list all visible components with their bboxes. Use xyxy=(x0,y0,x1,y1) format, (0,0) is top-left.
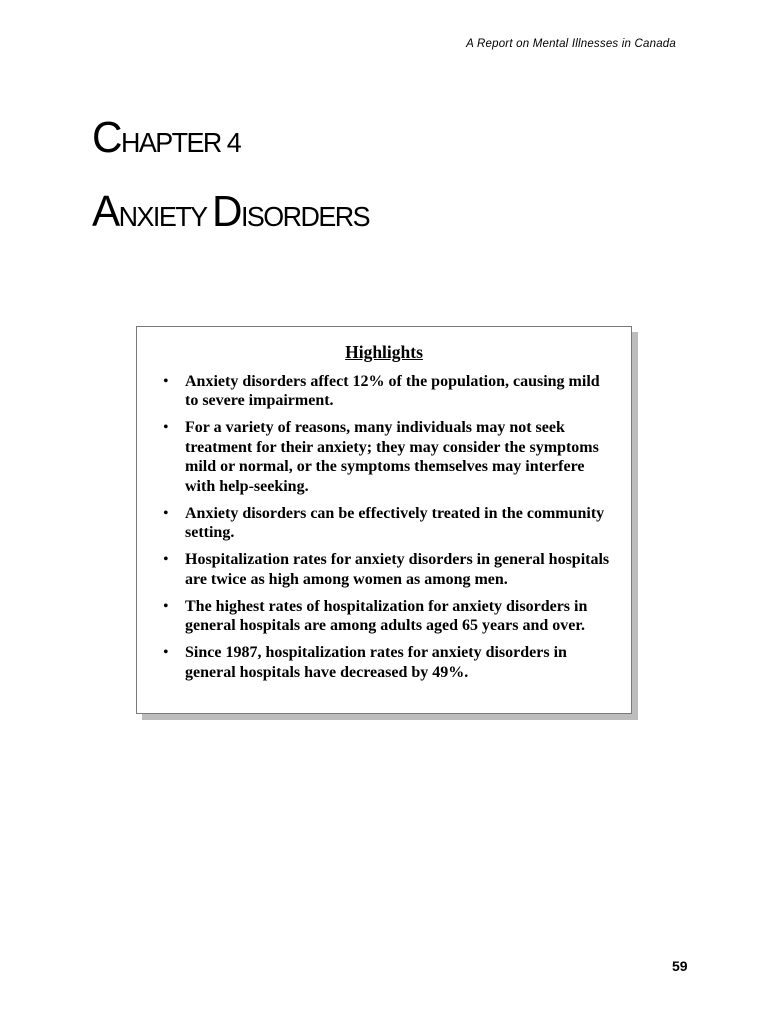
highlight-item xyxy=(163,372,611,411)
highlight-item xyxy=(163,550,611,589)
highlight-text: Since 1987, hospitalization rates for anxiety disorders in general hospitals have decreased by 49%. xyxy=(185,644,567,681)
highlight-item xyxy=(163,597,611,636)
highlights-title: Highlights xyxy=(345,342,423,362)
chapter-title-rest-1: NXIETY xyxy=(118,201,212,232)
chapter-number-rest: HAPTER 4 xyxy=(120,127,241,158)
highlight-text: Hospitalization rates for anxiety disorders in general hospitals are twice as high among women as among men. xyxy=(185,551,610,588)
bullet-icon: • xyxy=(163,551,169,568)
highlight-item xyxy=(163,504,611,543)
bullet-icon: • xyxy=(163,504,169,522)
bullet-icon: • xyxy=(163,597,169,615)
highlight-item xyxy=(163,418,611,496)
highlight-text: The highest rates of hospitalization for anxiety disorders in general hospitals are among adults aged 65 years and over. xyxy=(185,597,588,634)
running-header: A Report on Mental Illnesses in Canada xyxy=(466,38,676,50)
highlights-list xyxy=(137,372,631,683)
chapter-title-initial-1: A xyxy=(92,187,119,236)
page-number: 59 xyxy=(672,958,688,974)
highlight-item xyxy=(163,643,611,682)
chapter-title-rest-2: ISORDERS xyxy=(240,201,370,232)
bullet-icon: • xyxy=(163,372,169,390)
highlights-box xyxy=(136,326,632,714)
chapter-title-heading xyxy=(92,187,370,236)
chapter-number-initial: C xyxy=(92,113,121,162)
highlight-text: For a variety of reasons, many individuals may not seek treatment for their anxiety; they may consider the symptoms mild or normal, or the symptoms themselves may interfere with help-seeking. xyxy=(185,419,599,495)
bullet-icon: • xyxy=(163,419,169,436)
bullet-icon: • xyxy=(163,644,169,661)
chapter-number-heading xyxy=(92,113,241,162)
chapter-title-initial-2: D xyxy=(211,187,241,236)
highlight-text: Anxiety disorders can be effectively treated in the community setting. xyxy=(185,504,605,541)
highlight-text: Anxiety disorders affect 12% of the population, causing mild to severe impairment. xyxy=(185,372,600,409)
